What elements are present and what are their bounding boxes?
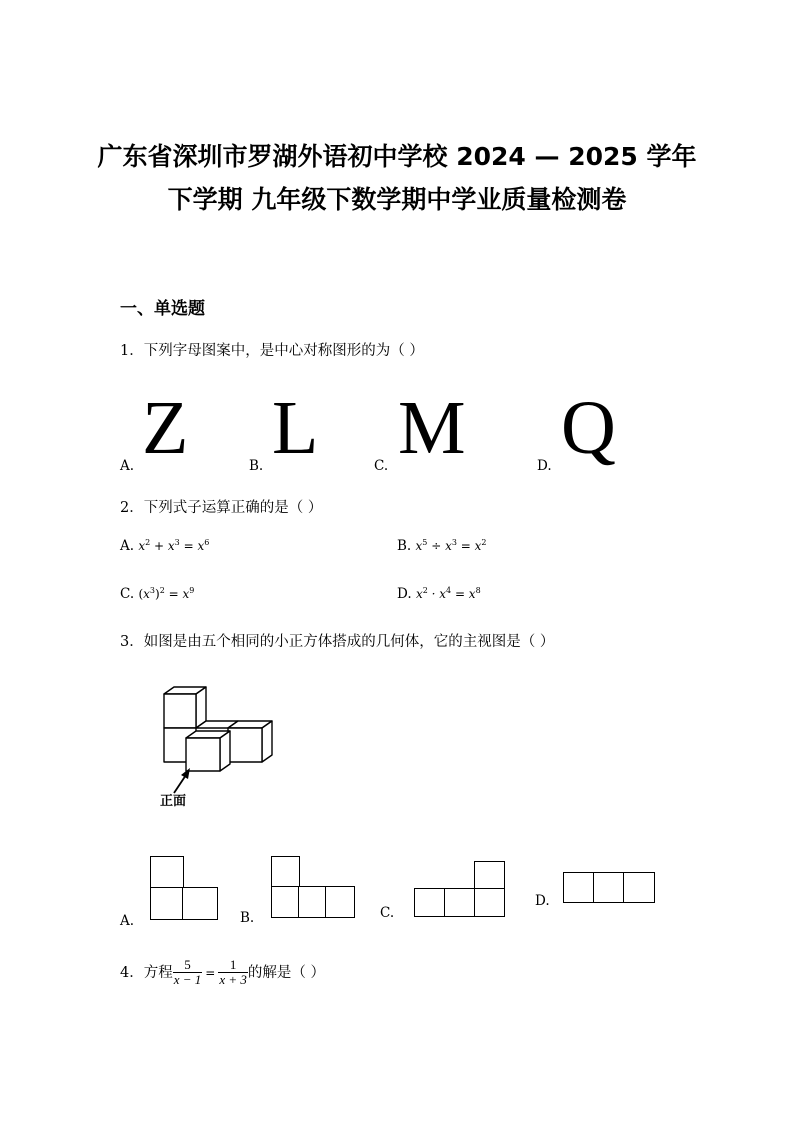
q2-option-d-expr: $x^2 \cdot x^4 = x^8$ [415,586,481,601]
page-title-line1: 广东省深圳市罗湖外语初中学校 2024 — 2025 学年 [97,142,697,171]
q2-option-c[interactable] [120,586,194,602]
q3-option-d-label[interactable]: D. [535,893,550,909]
q4-fraction-left [173,958,203,987]
q2-option-c-label: C. [120,586,135,602]
front-view-label: 正面 [160,794,187,809]
q4-frac2-den: x + 3 [219,972,247,987]
q2-option-b-label: B. [397,538,412,554]
q3-option-b-figure[interactable] [271,856,355,918]
q1-option-d-label[interactable]: D. [537,458,552,474]
q1-option-d-letter: Q [561,386,616,470]
q4-equals: = [205,965,216,980]
q3-option-a-label[interactable]: A. [120,913,135,929]
q2-option-a-expr: $x^2 + x^3 = x^6$ [138,538,210,553]
question-3-text: 3．如图是由五个相同的小正方体搭成的几何体，它的主视图是（ ） [120,634,555,650]
q4-frac1-den: x − 1 [173,972,202,987]
q4-prefix: 4．方程 [120,964,173,981]
q2-option-a-label: A. [120,538,135,554]
q2-option-d-label: D. [397,586,412,602]
q3-option-c-label[interactable]: C. [380,905,395,921]
q2-option-d[interactable] [397,586,481,602]
question-1-text: 1．下列字母图案中，是中心对称图形的为（ ） [120,343,424,359]
page-title-line2: 下学期 九年级下数学期中学业质量检测卷 [167,185,627,214]
q4-frac1-num: 5 [173,958,203,973]
q4-suffix: 的解是（ ） [247,964,325,981]
q1-option-c-label[interactable]: C. [374,458,389,474]
q3-option-c-figure[interactable] [414,861,505,917]
q1-option-b-letter: L [272,386,319,470]
q1-option-a-letter: Z [142,386,189,470]
q2-option-a[interactable] [120,538,209,554]
q4-frac2-num: 1 [218,958,248,973]
section-heading: 一、单选题 [120,299,205,319]
q1-option-b-label[interactable]: B. [249,458,264,474]
q2-option-b-expr: $x^5 \div x^3 = x^2$ [415,538,487,553]
q3-option-a-figure[interactable] [150,856,218,920]
q3-option-d-figure[interactable] [563,872,655,903]
q2-option-c-expr: $(x^3)^2 = x^9$ [138,586,195,601]
q3-option-b-label[interactable]: B. [240,910,255,926]
q1-option-a-label[interactable]: A. [120,458,135,474]
q1-option-c-letter: M [398,386,466,470]
q2-option-b[interactable] [397,538,486,554]
q4-fraction-right [218,958,248,987]
question-2-text: 2．下列式子运算正确的是（ ） [120,500,323,516]
question-4-text [120,958,325,987]
